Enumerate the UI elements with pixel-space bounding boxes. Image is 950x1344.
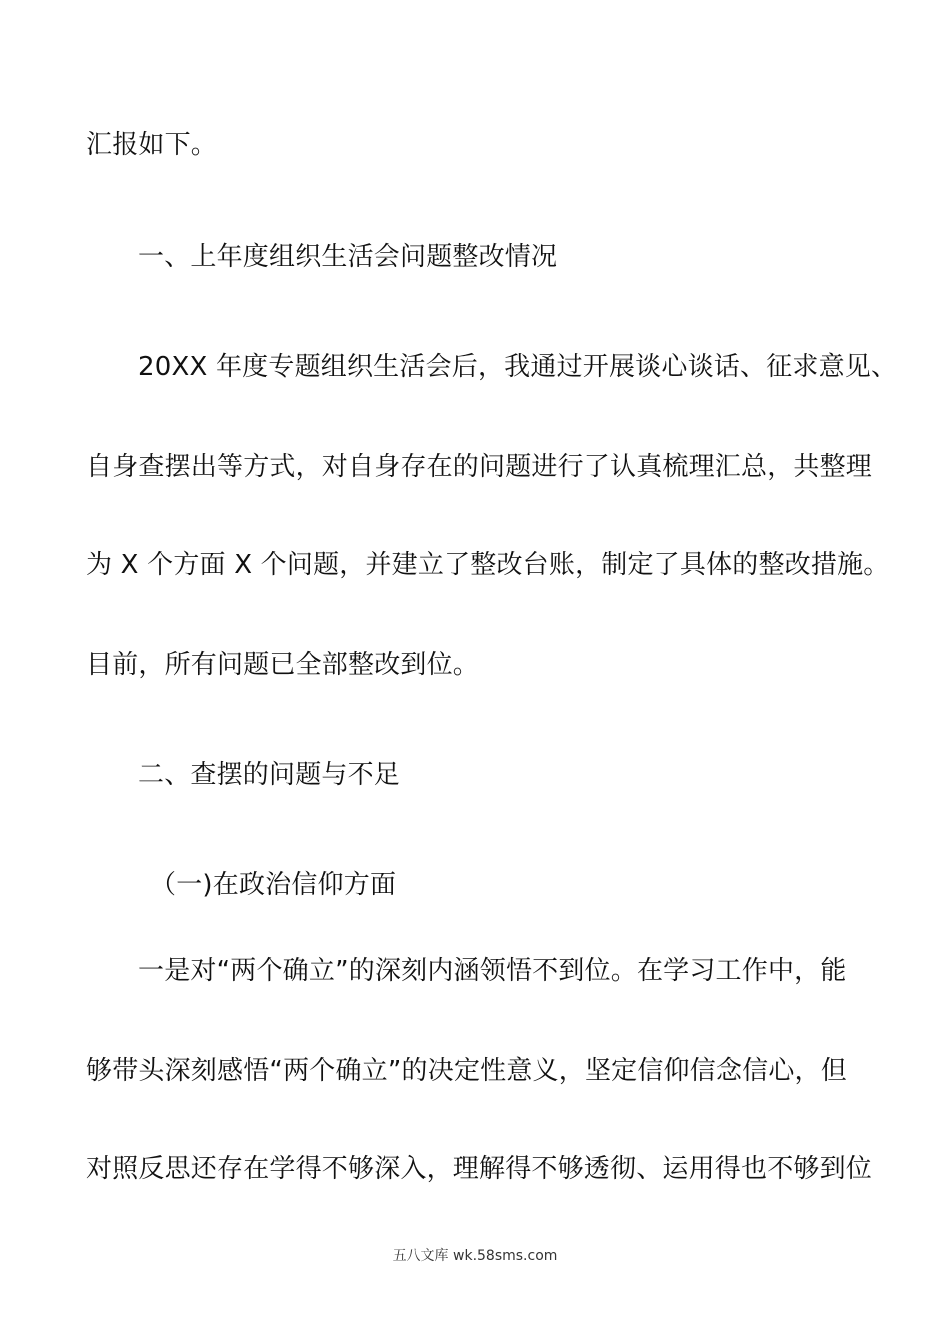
paragraph-line: 20XX 年度专题组织生活会后，我通过开展谈心谈话、征求意见、	[138, 352, 898, 382]
subsection-heading: （一)在政治信仰方面	[150, 870, 397, 900]
section-heading: 二、查摆的问题与不足	[138, 760, 401, 790]
paragraph-line: 一是对“两个确立”的深刻内涵领悟不到位。在学习工作中，能	[138, 956, 847, 986]
paragraph-line: 自身查摆出等方式，对自身存在的问题进行了认真梳理汇总，共整理	[86, 452, 873, 482]
section-heading: 一、上年度组织生活会问题整改情况	[138, 242, 558, 272]
paragraph-line: 够带头深刻感悟“两个确立”的决定性意义，坚定信仰信念信心，但	[86, 1056, 847, 1086]
paragraph-line: 对照反思还存在学得不够深入，理解得不够透彻、运用得也不够到位	[86, 1154, 873, 1184]
paragraph-line: 目前，所有问题已全部整改到位。	[86, 650, 480, 680]
paragraph-line: 汇报如下。	[86, 130, 218, 160]
footer-watermark: 五八文库 wk.58sms.com	[392, 1248, 558, 1264]
paragraph-line: 为 X 个方面 X 个问题，并建立了整改台账，制定了具体的整改措施。	[86, 550, 890, 580]
